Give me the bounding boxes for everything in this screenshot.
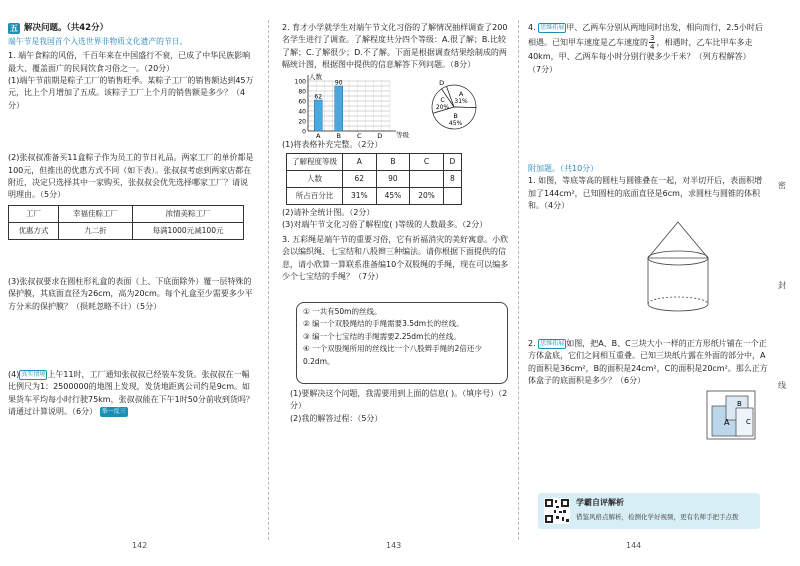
q3-intro: 3. 五彩绳是端午节的重要习俗，它有祈福消灾的美好寓意。小欣会以编织绳、七宝结和八股辫三种编法。请你根据下面提供的信息，请小欣算一算联系准备编10个双股绳的手绳，现在可以编多少个七宝结的手绳？（7分）: [282, 234, 509, 281]
y-tick-label: 20: [298, 118, 306, 126]
column-left: [8, 22, 254, 419]
column-middle: [282, 22, 512, 283]
q2-intro: 2. 育才小学就学生对端午节文化习俗的了解情况抽样调查了200名学生进行了调查。了解程度共分四个等级：A.很了解；B.比较了解；C.了解很少；D.不了解。下面是根据调查结果绘制成的两幅统计图，根据图中提供的信息解答下列问题。（8分）: [282, 23, 508, 70]
q1-part4-text: 上午11时，工厂通知张叔叔已经装车发货。张叔叔在一幅比例尺为1：2500000的地图上发现，发货地距离公司约是9cm。如果货车平均每小时行驶75km，张叔叔能在下午1时50分前收到货吗？请通过计算说明。（6分）: [8, 369, 254, 417]
page-divider: [268, 20, 269, 540]
real-context-tag: 真实情境: [21, 370, 46, 378]
answer-space: [8, 240, 254, 276]
label-b: B: [737, 400, 742, 408]
page-divider: [518, 20, 519, 540]
x-axis-label: 等级: [396, 130, 409, 139]
section-header: [8, 22, 254, 35]
q1-part3: (3)张叔叔要求在圆柱形礼盒的表面（上、下底面除外）覆一层特殊的保护膜，其底面直径为26cm，高为20cm。每个礼盒至少需要多少平方分米的保护膜？（损耗忽略不计）（5分）: [8, 276, 253, 311]
x-tick-label: D: [377, 131, 383, 139]
seal-mark: 封: [778, 281, 786, 290]
q1-part4: [8, 369, 254, 419]
cylinder-bottom: [648, 304, 708, 311]
bonus-q2-block: [528, 338, 768, 388]
table-header: 幸福佳粽工厂: [59, 205, 133, 222]
thinking-tag: 思维拓展: [540, 24, 565, 31]
bonus-q2-number: 2.: [528, 339, 536, 348]
pie-value-label: 31%: [454, 97, 468, 105]
bonus-section: [528, 163, 768, 213]
page-number: 143: [386, 541, 402, 550]
cylinder-bottom-hidden: [648, 297, 708, 304]
table-cell: 31%: [343, 187, 377, 204]
q4-number: 4.: [528, 23, 536, 32]
bar-value-label: 90: [334, 79, 343, 87]
info-item: ④ 一个双股绳所用的丝线比一个八股辫手绳的2倍还少0.2dm。: [303, 344, 482, 366]
fraction: [649, 34, 655, 51]
table-cell: 九二折: [59, 222, 133, 239]
q3-sub2: (2)我的解答过程：（5分）: [290, 413, 383, 423]
label-a: A: [724, 418, 730, 427]
practice-link[interactable]: 举一反三: [101, 408, 126, 416]
label-c: C: [746, 418, 751, 426]
q1-intro: 1. 端午食粽的风俗，千百年来在中国盛行不衰，已成了中华民族影响最大、覆盖面广的民间饮食习俗之一。（20分）: [8, 51, 251, 73]
fraction-denominator: 4: [650, 43, 655, 52]
table-cell: 90: [376, 170, 410, 187]
y-tick-label: 80: [298, 88, 306, 96]
table-header: B: [376, 153, 410, 170]
x-tick-label: C: [356, 131, 362, 139]
table-cell: 每满1000元减100元: [133, 222, 244, 239]
section-title: 解决问题。（共42分）: [24, 23, 109, 33]
pie-label: B: [453, 111, 458, 120]
q2-sub2: (2)请补全统计图。（2分）: [282, 207, 375, 217]
fraction-numerator: 3: [650, 34, 655, 43]
info-item: ① 一共有50m的丝线。: [303, 307, 382, 316]
section-theme: 端午节是我国首个入选世界非物质文化遗产的节日。: [8, 37, 188, 47]
q1-part2: (2)张叔叔准备买11盒粽子作为员工的节日礼品。两家工厂的单价都是100元，但推出的优惠方式不同（如下表）。张叔叔考虑到两家店都在附近，决定只选择其中一家购买，张叔叔会优先选择哪家工厂？请说明理由。（5分）: [8, 153, 254, 200]
info-item: ③ 编一个七宝结的手绳需要2.25dm长的丝线。: [303, 331, 461, 341]
bar-A: [314, 100, 322, 131]
y-tick-label: 40: [298, 108, 306, 116]
column-right: [528, 22, 768, 76]
table-cell-blank[interactable]: [443, 187, 461, 204]
self-check-note: 借鉴风格点解析，检测化学好视频，更有名师手把手点拨: [576, 513, 739, 521]
x-tick-label: B: [336, 131, 341, 139]
bonus-q2-text: 如图，把A、B、C三块大小一样的正方形纸片铺在一个正方体盒底，它们之间相互重叠。已知三块纸片露在外面的部分中，A的面积是36cm²，B的面积是24cm²，C的面积是20cm²。那么正方体盒子的底面积是多少？（6分）: [528, 339, 768, 386]
pie-value-label: 20%: [435, 103, 450, 111]
bar-B: [335, 86, 343, 131]
info-box: [296, 302, 508, 384]
q4-score: （7分）: [528, 64, 558, 74]
qr-code-icon[interactable]: [544, 498, 570, 524]
pie-label: D: [439, 78, 445, 87]
q2-sub3: (3)对端午节文化习俗了解程度( )等级的人数最多。（2分）: [282, 220, 488, 230]
x-tick-label: A: [316, 131, 321, 139]
table-cell: 人数: [287, 170, 343, 187]
thinking-tag: 思维拓展: [540, 340, 565, 347]
table-cell: 62: [343, 170, 377, 187]
bonus-title: 附加题。（共10分）: [528, 164, 599, 173]
q3-subquestions: [290, 388, 510, 425]
q4-text: [528, 22, 768, 64]
table-header: 了解程度等级: [287, 153, 343, 170]
discount-table: [8, 205, 244, 240]
bar-value-label: 62: [314, 93, 323, 101]
table-cell: 8: [443, 170, 461, 187]
seal-mark: 线: [778, 381, 786, 390]
table-header: D: [443, 153, 461, 170]
squares-figure: [706, 390, 756, 442]
table-cell: 所占百分比: [287, 187, 343, 204]
table-cell: 20%: [410, 187, 444, 204]
answer-space: [8, 313, 254, 369]
survey-table: [286, 153, 462, 205]
page-number: 144: [626, 541, 642, 550]
bonus-q2: [528, 338, 768, 388]
table-header: A: [343, 153, 377, 170]
pie-value-label: 45%: [448, 119, 463, 127]
self-check-title: 学霸自评解析: [576, 498, 624, 507]
q1-part1: (1)端午节前期是粽子工厂的销售旺季。某粽子工厂的销售额达到45万元，比上个月增加了五成。该粽子工厂上个月的销售额是多少？（4分）: [8, 76, 254, 110]
table-cell-blank[interactable]: [410, 170, 444, 187]
table-header: C: [410, 153, 444, 170]
answer-space: [8, 112, 254, 152]
q1-part4-number: (4): [8, 369, 20, 379]
pie-chart: [424, 73, 484, 139]
pie-label: A: [458, 89, 464, 98]
q2-sub1: (1)将表格补充完整。（2分）: [282, 139, 383, 149]
cylinder-cone-figure: [640, 218, 716, 318]
seal-mark: 密: [778, 181, 786, 190]
info-item: ② 编一个双股绳结的手绳需要3.5dm长的丝线。: [303, 319, 464, 329]
table-header: 工厂: [9, 205, 59, 222]
self-check-panel: [538, 493, 760, 529]
y-axis-label: 人数: [309, 72, 322, 81]
y-tick-label: 100: [294, 78, 306, 86]
y-tick-label: 60: [298, 98, 306, 106]
q4-text-a: 甲、乙两车分别从两地同时出发，相向而行，2.5小时后相遇。已知甲车速度是乙车速度的: [528, 23, 763, 48]
page-number: 142: [132, 541, 148, 550]
table-cell: 45%: [376, 187, 410, 204]
table-cell: 优惠方式: [9, 222, 59, 239]
charts-area: [282, 73, 512, 139]
q4-text-b: ，相遇时，乙车比甲车多走40km，甲、乙两车每小时分别行驶多少千米？（列方程解答）: [528, 38, 753, 62]
pie-label: C: [440, 95, 445, 104]
y-tick-label: 0: [302, 128, 306, 136]
q3-sub1: (1)要解决这个问题，我需要用到上面的信息( )。（填序号）（2分）: [290, 389, 508, 411]
table-header: 浓情美粽工厂: [133, 205, 244, 222]
bonus-q1: 1. 如图，等底等高的圆柱与圆锥叠在一起，对半切开后，表面积增加了144cm²，已知圆柱的底面直径是6cm，求圆柱与圆锥的体积和。（4分）: [528, 176, 763, 211]
section-number-icon: 五: [10, 24, 18, 34]
bar-chart: [282, 73, 422, 139]
